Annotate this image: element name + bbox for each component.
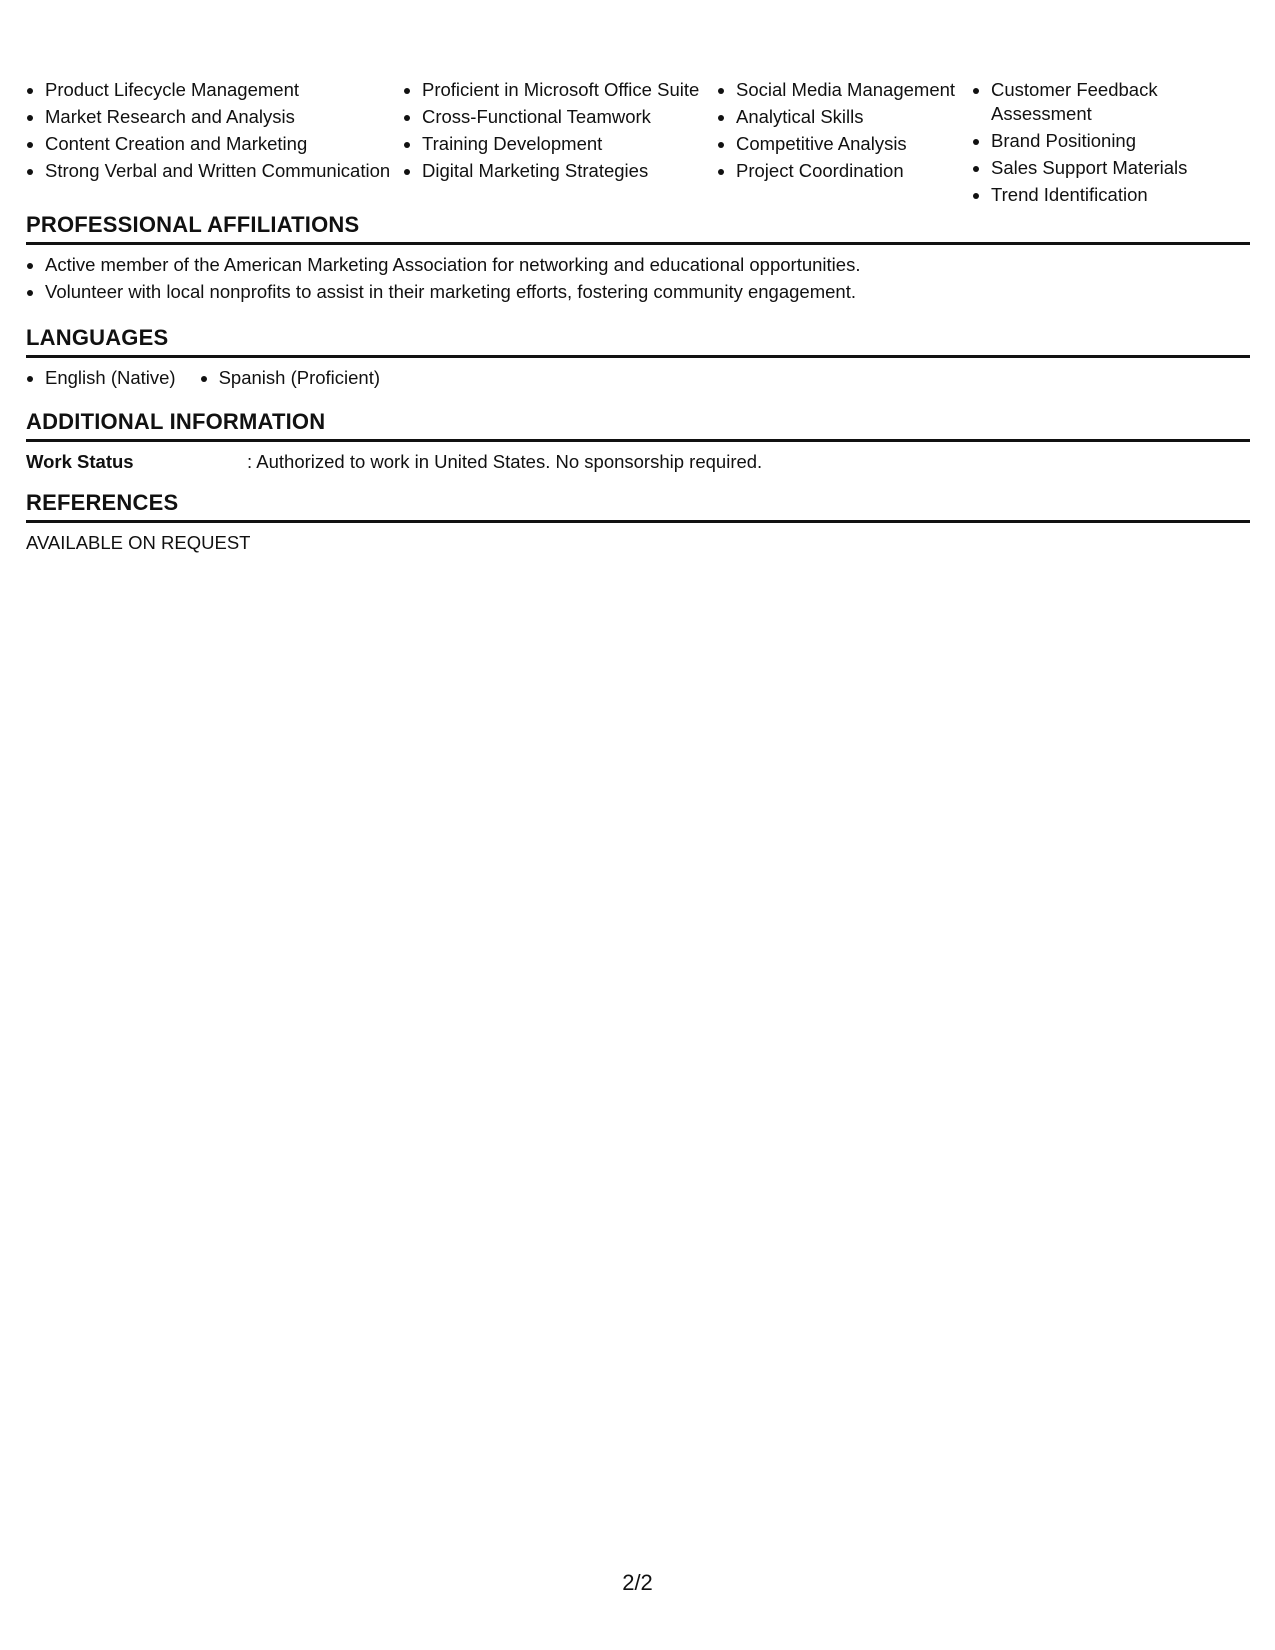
affiliations-section [26, 211, 1250, 324]
skill-item: Digital Marketing Strategies [403, 159, 717, 183]
skill-item: Customer Feedback Assessment [972, 78, 1250, 126]
work-status-row [26, 450, 1250, 489]
skill-item: Social Media Management [717, 78, 972, 102]
language-item: Spanish (Proficient) [200, 366, 380, 405]
page-number: 2/2 [622, 1570, 653, 1595]
affiliation-item: Active member of the American Marketing Association for networking and educational opportunities. [26, 253, 1250, 277]
skill-item: Analytical Skills [717, 105, 972, 129]
references-heading: REFERENCES [26, 489, 1250, 523]
skills-column-4 [972, 78, 1250, 211]
skill-item: Competitive Analysis [717, 132, 972, 156]
skill-item: Product Lifecycle Management [26, 78, 403, 102]
resume-content [26, 78, 1250, 555]
skills-grid [26, 78, 1250, 211]
affiliations-list [26, 253, 1250, 324]
skill-item: Trend Identification [972, 183, 1250, 207]
skill-item: Project Coordination [717, 159, 972, 183]
skill-item: Content Creation and Marketing [26, 132, 403, 156]
languages-heading: LANGUAGES [26, 324, 1250, 358]
affiliation-item: Volunteer with local nonprofits to assist in their marketing efforts, fostering community engagement. [26, 280, 1250, 304]
affiliations-heading: PROFESSIONAL AFFILIATIONS [26, 211, 1250, 245]
skill-item: Proficient in Microsoft Office Suite [403, 78, 717, 102]
additional-info-heading: ADDITIONAL INFORMATION [26, 408, 1250, 442]
skill-item: Market Research and Analysis [26, 105, 403, 129]
skill-item: Training Development [403, 132, 717, 156]
languages-list [26, 366, 1250, 408]
skills-column-1 [26, 78, 403, 211]
skill-item: Cross-Functional Teamwork [403, 105, 717, 129]
work-status-value: : Authorized to work in United States. No sponsorship required. [247, 451, 763, 472]
additional-info-section [26, 408, 1250, 489]
work-status-label: Work Status [26, 451, 134, 472]
skill-item: Strong Verbal and Written Communication [26, 159, 403, 183]
skill-item: Sales Support Materials [972, 156, 1250, 180]
languages-section [26, 324, 1250, 408]
language-item: English (Native) [26, 366, 176, 405]
skills-column-3 [717, 78, 972, 211]
references-section [26, 489, 1250, 555]
skills-column-2 [403, 78, 717, 211]
skill-item: Brand Positioning [972, 129, 1250, 153]
references-text: AVAILABLE ON REQUEST [26, 532, 251, 553]
